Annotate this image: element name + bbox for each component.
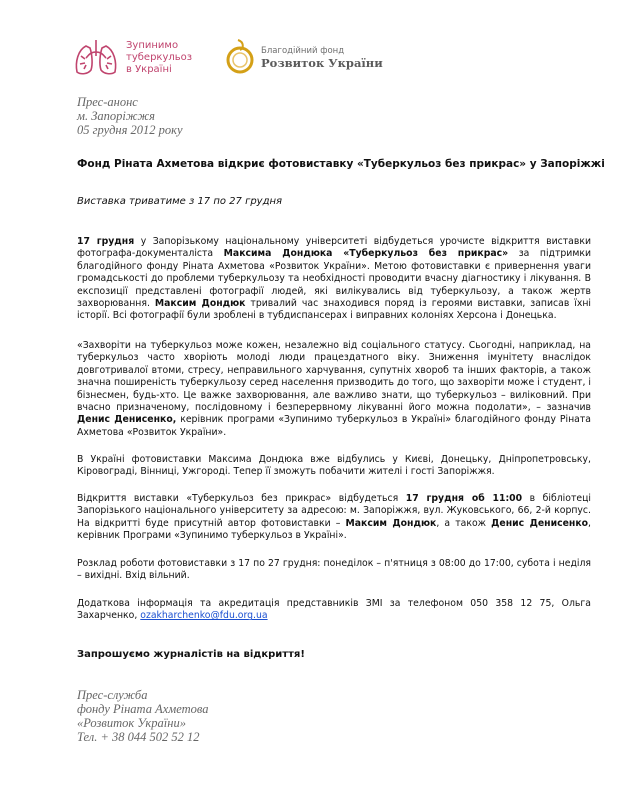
signature-phone: Тел. + 38 044 502 52 12 [77,730,200,744]
bold-text: Максима Дондюка «Туберкульоз без прикрас» [223,248,509,260]
fund-emblem-icon [224,38,258,78]
lungs-icon [72,38,120,78]
email-link[interactable]: ozakharchenko@fdu.org.ua [140,610,268,622]
paragraph-text: «Захворіти на туберкульоз може кожен, незалежно від соціального статусу. Сьогодні, наприклад, на туберкульоз часто хворіють молоді люди працездатного віку. Зниження імунітету внаслідок довготривалої втоми, стресу, неправильного харчування, супутніх хвороб та інших факторів, а також значна поширеність туберкульозу серед населення призводить до того, що захворіти може і студент, і бізнесмен, будь-хто. Це важке захворювання, але важливо знати, що туберкульоз – виліковний. При вчасно призначеному, послідовному і безперервному лікуванні його можна подолати», – зазначив [77,340,591,414]
paragraph-text: , керівник Програми «Зупинимо туберкульоз в Україні». [77,517,591,542]
paragraph-text: за підтримки благодійного фонду Ріната Ахметова «Розвиток України». Метою фотовиставки є привернення уваги громадськості до проблеми туберкульозу та необхідності проводити вчасну діагностику і лікування. В експозиції представлені фотографії людей, які вилікувались від туберкульозу, а також жертв захворювання. [77,248,591,310]
signature-line: Прес-служба [77,688,148,702]
bold-text: Денис Денисенко [491,517,589,529]
invitation-text: Запрошуємо журналістів на відкриття! [77,649,305,660]
bold-text: Максим Дондюк [345,517,437,529]
paragraph-text: у Запорізькому національному університеті відбудеться урочисте відкриття виставки фотографа-документаліста [77,236,591,260]
bold-text: 17 грудня об 11:00 [405,493,523,504]
stop-tb-logo [72,38,193,78]
fund-logo-name: Розвиток України [261,56,383,70]
signature-line: фонду Ріната Ахметова [77,702,209,716]
logo-line: туберкульоз [126,52,193,63]
stop-tb-logo-text [126,40,192,76]
announcement-city: м. Запоріжжя [77,109,155,123]
bold-text: Денис Денисенко, [77,414,177,426]
logo-line: в Україні [126,64,172,75]
paragraph-cities: В Україні фотовиставки Максима Дондюка вже відбулись у Києві, Донецьку, Дніпропетровську, Кіровограді, Вінниці, Ужгороді. Тепер її зможуть побачити жителі і гості Запоріжжя. [77,454,591,478]
press-release-subtitle: Виставка триватиме з 17 по 27 грудня [77,196,283,207]
paragraph-text: , а також [436,517,492,529]
paragraph-opening [77,493,591,543]
paragraph-text: Додаткова інформація та акредитація представників ЗМІ за телефоном 050 358 12 75, Ольга Захарченко, [77,598,591,622]
paragraph-text: тривалий час знаходився поряд із героями виставки, записав їхні історії. Всі фотографії були зроблені в тубдиспансерах і виправних колоніях Херсона і Донецька. [77,298,591,322]
paragraph-schedule: Розклад роботи фотовиставки з 17 по 27 грудня: понеділок – п'ятниця з 08:00 до 17:00, субота і неділя – вихідні. Вхід вільний. [77,558,591,582]
signature-block [77,688,209,744]
paragraph-intro [77,236,591,323]
paragraph-text: в бібліотеці Запорізького національного університету за адресою: м. Запоріжжя, вул. Жуковського, 66, 2-й корпус. На відкритті буде присутній автор фотовиставки – [77,493,591,529]
bold-text: 17 грудня [77,236,135,247]
logo-line: Зупинимо [126,40,179,51]
bold-text: Максим Дондюк [154,298,246,310]
signature-line: «Розвиток України» [77,716,186,730]
announcement-type: Прес-анонс [77,95,138,109]
paragraph-text: керівник програми «Зупинимо туберкульоз в Україні» благодійного фонду Ріната Ахметова «Розвиток України». [77,414,591,438]
paragraph-contacts [77,598,591,623]
paragraph-text: Відкриття виставки «Туберкульоз без прикрас» відбудеться [77,493,406,504]
announcement-date: 05 грудня 2012 року [77,123,183,137]
press-release-title: Фонд Ріната Ахметова відкриє фотовиставку «Туберкульоз без прикрас» у Запоріжжі [77,158,605,170]
development-fund-logo [224,38,383,78]
paragraph-quote [77,340,591,439]
fund-logo-small-text: Благодійний фонд [261,46,345,56]
announcement-block [77,95,183,137]
